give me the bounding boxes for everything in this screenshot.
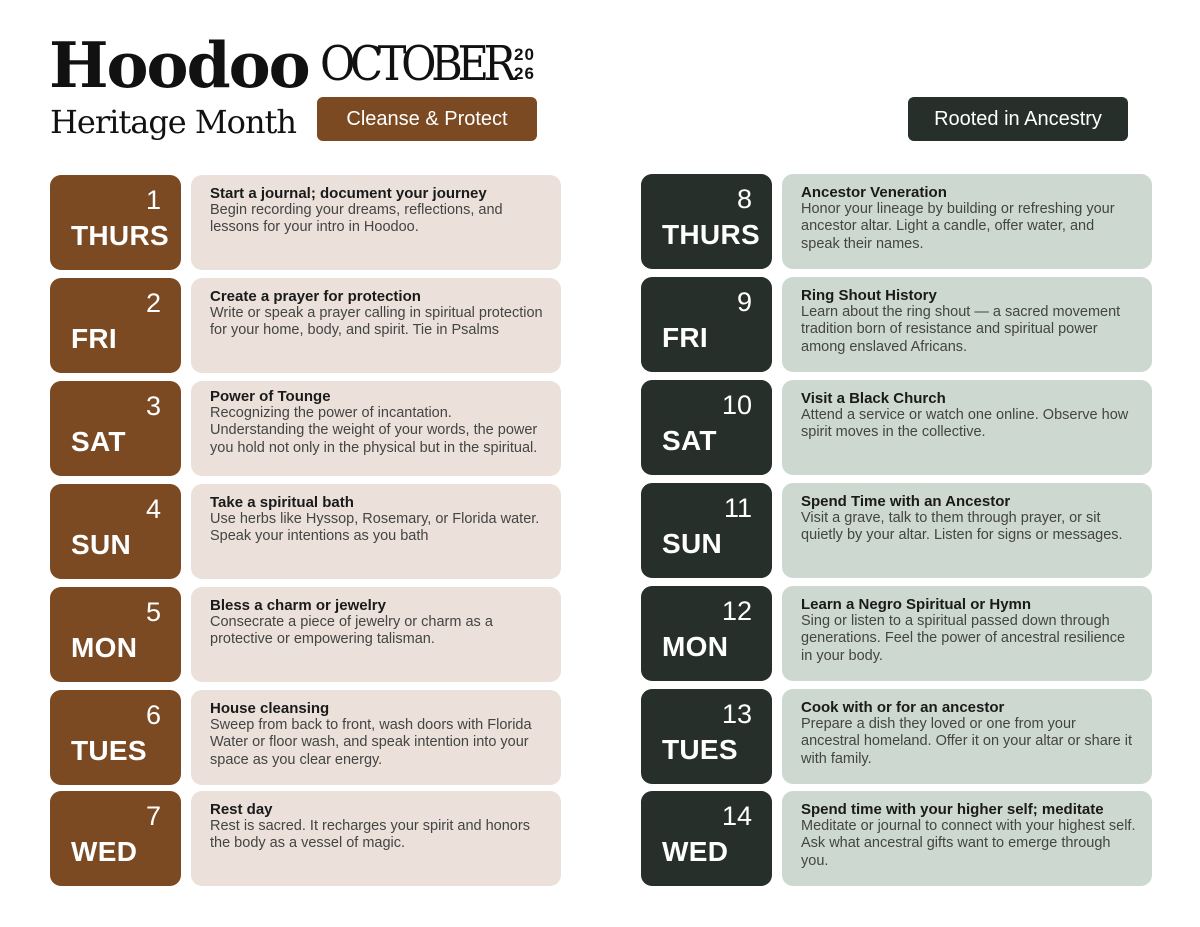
year-part-2: 26 — [514, 64, 535, 83]
day-number: 2 — [145, 288, 161, 318]
task-title: Start a journal; document your journey — [210, 185, 487, 202]
day-card — [50, 175, 181, 270]
task-card — [782, 174, 1152, 269]
day-card — [641, 689, 772, 784]
day-number: 9 — [736, 287, 752, 317]
day-of-week: THURS — [71, 220, 169, 251]
task-title: Visit a Black Church — [801, 390, 946, 407]
task-description: Visit a grave, talk to them through prayer, or sit quietly by your altar. Listen for signs or messages. — [801, 510, 1123, 544]
task-title: Power of Tounge — [210, 388, 331, 405]
day-number: 6 — [145, 700, 161, 730]
task-description: Meditate or journal to connect with your highest self. Ask what ancestral gifts want to emerge through you. — [801, 818, 1136, 869]
day-card — [641, 586, 772, 681]
task-card — [191, 791, 561, 886]
task-card — [191, 690, 561, 785]
task-title: House cleansing — [210, 700, 330, 717]
day-of-week: SUN — [71, 529, 132, 560]
task-card — [191, 484, 561, 579]
day-of-week: FRI — [662, 322, 709, 353]
task-description: Begin recording your dreams, reflections, and lessons for your intro in Hoodoo. — [210, 202, 503, 236]
day-number: 10 — [721, 390, 752, 420]
page-title: Hoodoo — [49, 28, 309, 102]
task-title: Ancestor Veneration — [801, 184, 947, 201]
day-card — [50, 587, 181, 682]
day-of-week: FRI — [71, 323, 118, 354]
task-title: Cook with or for an ancestor — [801, 699, 1005, 716]
task-card — [782, 586, 1152, 681]
day-card — [50, 791, 181, 886]
month-label: OCTOBER — [320, 36, 511, 92]
day-number: 11 — [723, 493, 752, 523]
task-card — [191, 278, 561, 373]
day-number: 12 — [721, 596, 752, 626]
year-part-1: 20 — [514, 45, 535, 64]
task-title: Ring Shout History — [801, 287, 937, 304]
task-card — [191, 175, 561, 270]
day-card — [50, 278, 181, 373]
task-description: Consecrate a piece of jewelry or charm as a protective or empowering talisman. — [210, 614, 493, 648]
day-card — [50, 690, 181, 785]
day-of-week: SUN — [662, 528, 723, 559]
day-card — [641, 174, 772, 269]
task-card — [191, 587, 561, 682]
task-description: Honor your lineage by building or refreshing your ancestor altar. Light a candle, offer water, and speak their names. — [801, 201, 1115, 252]
theme-badge-ancestry: Rooted in Ancestry — [908, 97, 1128, 141]
task-title: Spend Time with an Ancestor — [801, 493, 1011, 510]
day-of-week: MON — [662, 631, 729, 662]
task-title: Learn a Negro Spiritual or Hymn — [801, 596, 1032, 613]
task-card — [782, 483, 1152, 578]
page-subtitle: Heritage Month — [50, 103, 297, 141]
day-number: 5 — [145, 597, 161, 627]
theme-badge-cleanse: Cleanse & Protect — [317, 97, 537, 141]
task-card — [782, 277, 1152, 372]
day-of-week: THURS — [662, 219, 760, 250]
task-title: Spend time with your higher self; meditate — [801, 801, 1104, 818]
day-number: 7 — [145, 801, 161, 831]
task-description: Sing or listen to a spiritual passed down through generations. Feel the power of ancestral resilience in your body. — [801, 613, 1126, 664]
day-card — [641, 483, 772, 578]
task-description: Rest is sacred. It recharges your spirit and honors the body as a vessel of magic. — [210, 818, 530, 852]
day-of-week: TUES — [71, 735, 147, 766]
day-of-week: SAT — [662, 425, 717, 456]
day-card — [641, 791, 772, 886]
task-card — [782, 791, 1152, 886]
task-title: Bless a charm or jewelry — [210, 597, 386, 614]
task-description: Sweep from back to front, wash doors with Florida Water or floor wash, and speak intention into your space as you clear energy. — [210, 717, 532, 768]
day-of-week: TUES — [662, 734, 738, 765]
task-title: Create a prayer for protection — [210, 288, 421, 305]
task-description: Use herbs like Hyssop, Rosemary, or Florida water. Speak your intentions as you bath — [210, 511, 540, 545]
task-title: Rest day — [210, 801, 273, 818]
day-number: 8 — [736, 184, 752, 214]
task-description: Write or speak a prayer calling in spiritual protection for your home, body, and spirit. Tie in Psalms — [210, 305, 543, 339]
task-card — [782, 380, 1152, 475]
day-of-week: SAT — [71, 426, 126, 457]
day-of-week: MON — [71, 632, 138, 663]
task-description: Prepare a dish they loved or one from your ancestral homeland. Offer it on your altar or share it with family. — [801, 716, 1132, 767]
day-card — [641, 277, 772, 372]
task-title: Take a spiritual bath — [210, 494, 354, 511]
task-card — [782, 689, 1152, 784]
day-of-week: WED — [71, 836, 138, 867]
task-card — [191, 381, 561, 476]
day-card — [641, 380, 772, 475]
day-of-week: WED — [662, 836, 729, 867]
day-card — [50, 484, 181, 579]
day-number: 1 — [145, 185, 161, 215]
day-number: 3 — [145, 391, 161, 421]
task-description: Learn about the ring shout — a sacred movement tradition born of resistance and spiritual power among enslaved Africans. — [801, 304, 1121, 355]
task-description: Attend a service or watch one online. Observe how spirit moves in the collective. — [801, 407, 1129, 441]
day-number: 13 — [721, 699, 752, 729]
task-description: Recognizing the power of incantation. Understanding the weight of your words, the power you hold not only in the physical but in the spiritual. — [210, 405, 538, 456]
year-label — [514, 45, 535, 83]
day-card — [50, 381, 181, 476]
day-number: 4 — [145, 494, 161, 524]
day-number: 14 — [721, 801, 752, 831]
